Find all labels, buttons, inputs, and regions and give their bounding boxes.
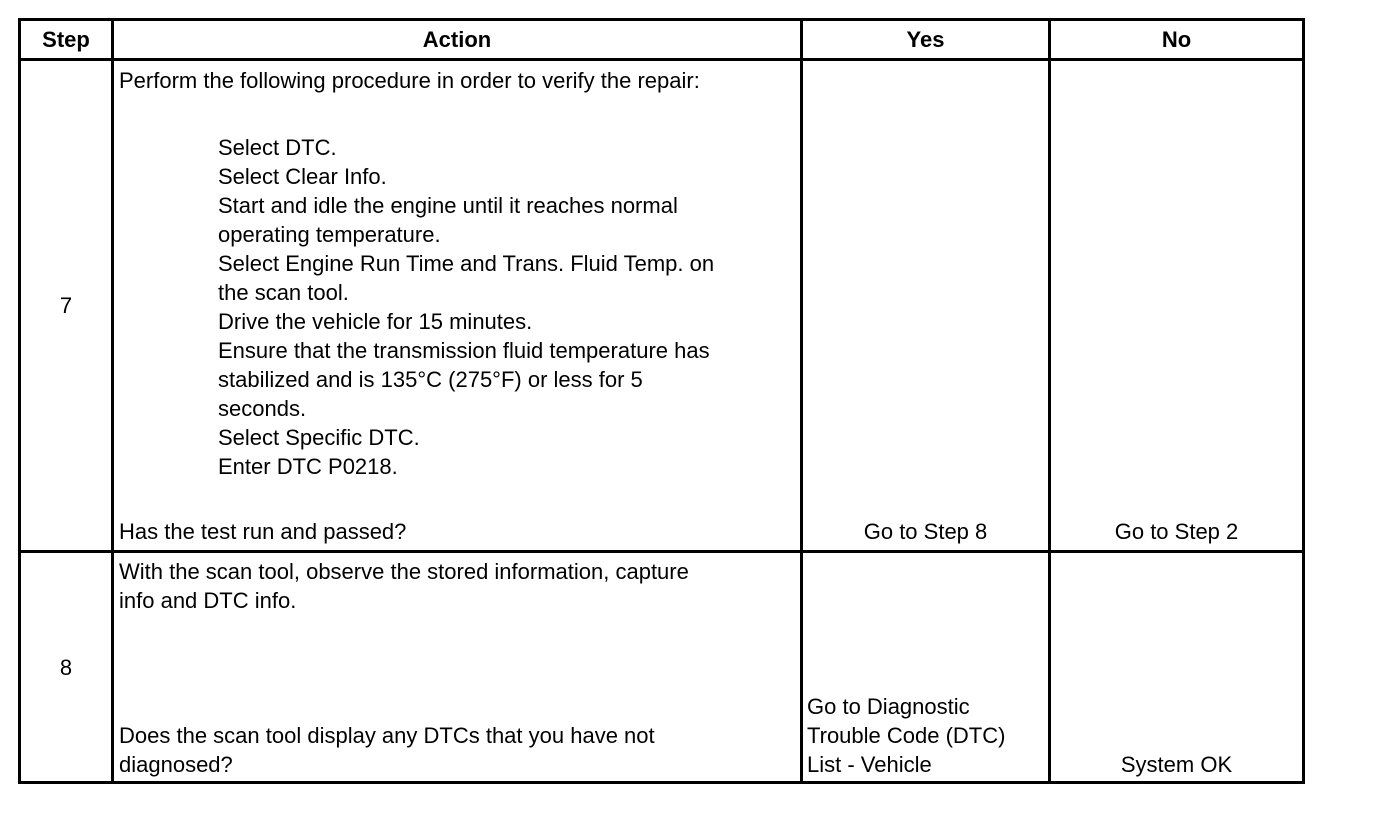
yes-result-line: List - Vehicle: [807, 752, 932, 777]
procedure-line: Start and idle the engine until it reaches normal: [218, 193, 678, 218]
procedure-line: Drive the vehicle for 15 minutes.: [218, 309, 533, 334]
header-no: No: [1161, 27, 1192, 52]
step-number: 7: [59, 293, 73, 318]
yes-result: [807, 692, 1005, 779]
action-intro-line: With the scan tool, observe the stored information, capture: [119, 559, 689, 584]
procedure-line: seconds.: [218, 396, 307, 421]
header-action: Action: [422, 27, 492, 52]
yes-result-line: Trouble Code (DTC): [807, 723, 1006, 748]
procedure-line: Select DTC.: [218, 135, 337, 160]
no-result: System OK: [1120, 752, 1233, 777]
procedure-line: Enter DTC P0218.: [218, 454, 398, 479]
procedure-line: stabilized and is 135°C (275°F) or less for 5: [218, 367, 643, 392]
action-intro: [119, 557, 689, 615]
procedure-line: Select Engine Run Time and Trans. Fluid Temp. on: [218, 251, 715, 276]
action-intro-line: info and DTC info.: [119, 588, 297, 613]
procedure-line: Ensure that the transmission fluid temperature has: [218, 338, 710, 363]
yes-result-line: Go to Diagnostic: [807, 694, 970, 719]
procedure-line: Select Clear Info.: [218, 164, 387, 189]
header-yes: Yes: [906, 27, 945, 52]
yes-result: Go to Step 8: [863, 519, 988, 544]
action-question-line: Does the scan tool display any DTCs that you have not: [119, 723, 655, 748]
action-question-line: diagnosed?: [119, 752, 233, 777]
procedure-line: Select Specific DTC.: [218, 425, 420, 450]
procedure-line: operating temperature.: [218, 222, 441, 247]
action-question: [119, 721, 655, 779]
no-result: Go to Step 2: [1114, 519, 1239, 544]
header-step: Step: [42, 27, 90, 52]
procedure-line: the scan tool.: [218, 280, 349, 305]
action-intro: Perform the following procedure in order to verify the repair:: [119, 68, 700, 93]
procedure-steps: [218, 133, 714, 481]
step-number: 8: [59, 655, 73, 680]
action-question: Has the test run and passed?: [119, 519, 407, 544]
